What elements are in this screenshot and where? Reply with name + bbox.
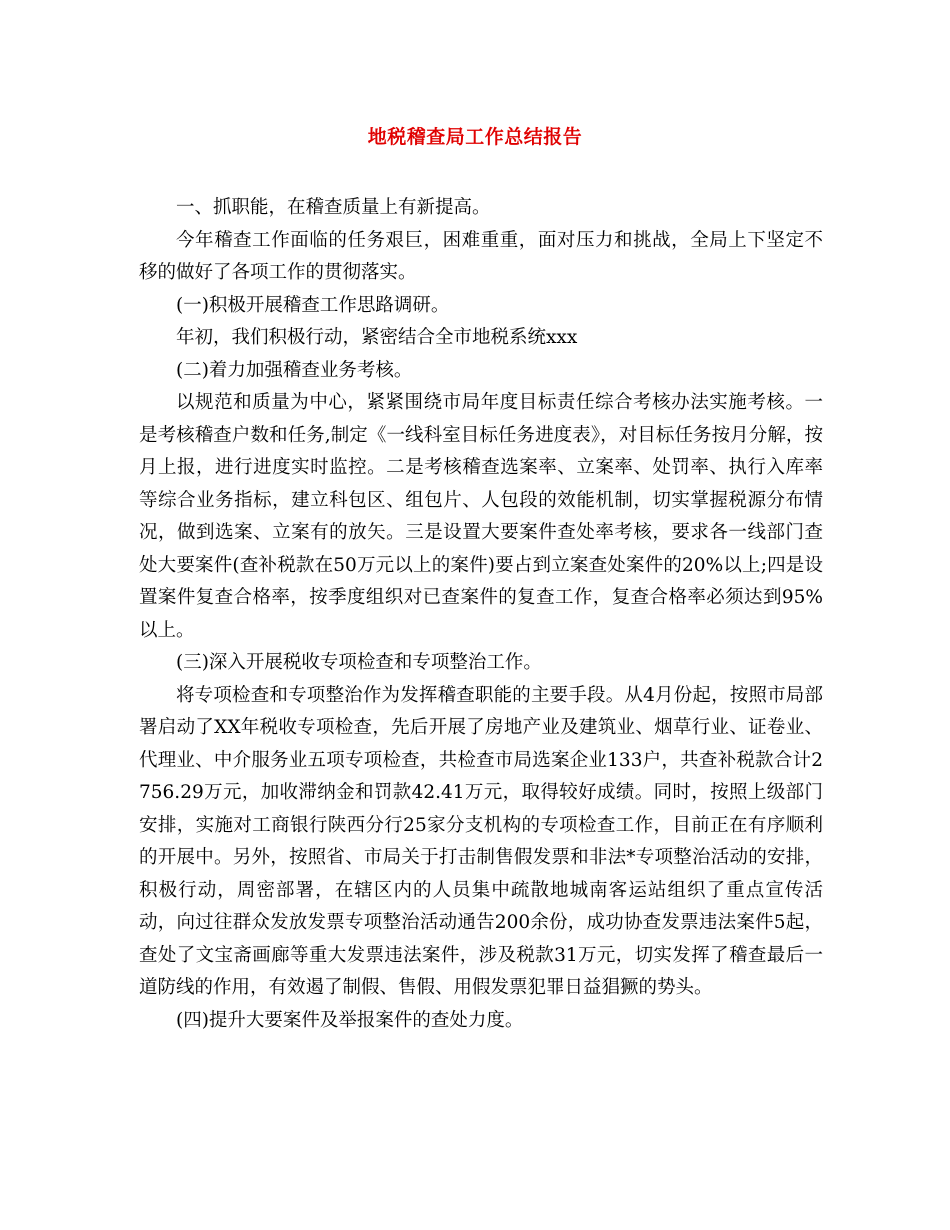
paragraph: 今年稽查工作面临的任务艰巨，困难重重，面对压力和挑战，全局上下坚定不移的做好了各项工作的贯彻落实。 bbox=[139, 229, 823, 283]
document-title: 地税稽查局工作总结报告 bbox=[367, 126, 583, 148]
paragraph: 年初，我们积极行动，紧密结合全市地税系统xxx bbox=[176, 327, 578, 348]
subsection-heading: (三)深入开展税收专项检查和专项整治工作。 bbox=[176, 652, 542, 673]
paragraph: 将专项检查和专项整治作为发挥稽查职能的主要手段。从4月份起，按照市局部署启动了XX年税收专项检查，先后开展了房地产业及建筑业、烟草行业、证卷业、代理业、中介服务业五项专项检查，共检查市局选案企业133户，共查补税款合计2756.29万元，加收滞纳金和罚款42.41万元，取得较好成绩。同时，按照上级部门安排，实施对工商银行陕西分行25家分支机构的专项检查工作，目前正在有序顺利的开展中。另外，按照省、市局关于打击制售假发票和非法*专项整治活动的安排，积极行动，周密部署，在辖区内的人员集中疏散地城南客运站组织了重点宣传活动，向过往群众发放发票专项整治活动通告200余份，成功协查发票违法案件5起，查处了文宝斋画廊等重大发票违法案件，涉及税款31万元，切实发挥了稽查最后一道防线的作用，有效遏了制假、售假、用假发票犯罪日益猖獗的势头。 bbox=[139, 684, 823, 998]
document-body bbox=[139, 192, 823, 1037]
subsection-heading: (二)着力加强稽查业务考核。 bbox=[176, 359, 413, 381]
paragraph: 以规范和质量为中心，紧紧围绕市局年度目标责任综合考核办法实施考核。一是考核稽查户数和任务,制定《一线科室目标任务进度表》，对目标任务按月分解，按月上报，进行进度实时监控。二是考核稽查选案率、立案率、处罚率、执行入库率等综合业务指标，建立科包区、组包片、人包段的效能机制，切实掌握税源分布情况，做到选案、立案有的放矢。三是设置大要案件查处率考核，要求各一线部门查处大要案件(查补税款在50万元以上的案件)要占到立案查处案件的20%以上;四是设置案件复查合格率，按季度组织对已查案件的复查工作，复查合格率必须达到95%以上。 bbox=[139, 392, 823, 641]
subsection-heading: (四)提升大要案件及举报案件的查处力度。 bbox=[176, 1009, 524, 1031]
subsection-heading: (一)积极开展稽查工作思路调研。 bbox=[176, 294, 450, 316]
section-heading-1: 一、抓职能，在稽查质量上有新提高。 bbox=[176, 197, 491, 218]
